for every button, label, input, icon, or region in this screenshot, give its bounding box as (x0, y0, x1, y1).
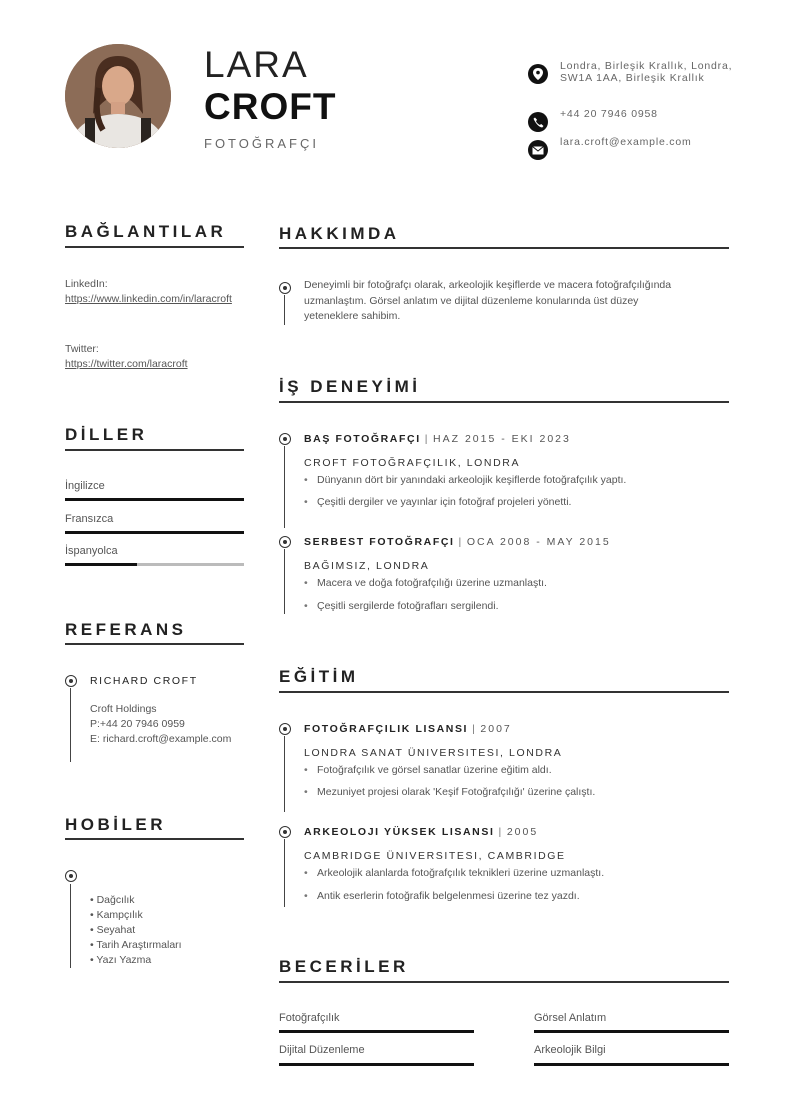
reference-phone: P:+44 20 7946 0959 (90, 718, 185, 730)
degree-name: ARKEOLOJI YÜKSEK LISANSI (304, 826, 495, 838)
education-entry-title (304, 723, 512, 735)
job-role: BAŞ FOTOĞRAFÇI (304, 433, 421, 445)
language-level-bar (65, 531, 244, 534)
reference-divider (65, 643, 244, 645)
job-bullet: • Çeşitli sergilerde fotoğrafları sergilendi. (317, 600, 499, 612)
about-text: Deneyimli bir fotoğrafçı olarak, arkeolojik keşiflerde ve macera fotoğrafçılığında uzmanlaştım. Görsel anlatım ve dijital düzenleme konularında üst düzey yeteneklere sahibim. (304, 279, 672, 322)
contact-email (528, 136, 748, 160)
skills-divider (279, 981, 729, 983)
timeline-dot (65, 675, 77, 687)
phone-text[interactable]: +44 20 7946 0958 (560, 108, 658, 120)
contact-phone (528, 108, 748, 132)
job-date: OCA 2008 - MAY 2015 (466, 536, 611, 548)
education-heading: EĞİTİM (279, 667, 359, 686)
last-name: CROFT (204, 86, 337, 127)
address-text: Londra, Birleşik Krallık, Londra, SW1A 1AA, Birleşik Krallık (560, 60, 733, 84)
job-bullet: • Macera ve doğa fotoğrafçılığı üzerine uzmanlaştı. (317, 577, 547, 589)
job-title: FOTOĞRAFÇI (204, 136, 319, 151)
job-role: SERBEST FOTOĞRAFÇI (304, 536, 455, 548)
reference-company: Croft Holdings (90, 703, 157, 715)
avatar (65, 44, 171, 148)
hobby-item: • Yazı Yazma (90, 954, 152, 966)
skill-name: Görsel Anlatım (534, 1012, 607, 1024)
timeline-line (70, 884, 71, 968)
language-level-bar (65, 563, 244, 566)
timeline-dot (279, 282, 291, 294)
hobby-item: • Kampçılık (90, 909, 143, 921)
separator: | (424, 433, 430, 445)
timeline-line (70, 688, 71, 762)
contact-address (528, 60, 748, 84)
language-name: İspanyolca (65, 545, 118, 557)
separator: | (472, 723, 477, 735)
timeline-line (284, 839, 285, 907)
education-year: 2007 (480, 723, 512, 735)
timeline-line (284, 549, 285, 614)
language-name: İngilizce (65, 480, 105, 492)
reference-name: RICHARD CROFT (90, 675, 198, 687)
timeline-line (284, 295, 285, 325)
job-entry-title (304, 536, 611, 548)
skill-bar (279, 1030, 474, 1033)
job-organization: BAĞIMSIZ, LONDRA (304, 560, 430, 572)
timeline-dot (279, 433, 291, 445)
degree-name: FOTOĞRAFÇILIK LISANSI (304, 723, 469, 735)
timeline-dot (279, 826, 291, 838)
languages-heading: DİLLER (65, 425, 148, 444)
first-name: LARA (204, 44, 309, 85)
job-bullet: • Dünyanın dört bir yanındaki arkeolojik keşiflerde fotoğrafçılık yaptı. (317, 474, 626, 486)
job-entry-title (304, 433, 571, 445)
reference-heading: REFERANS (65, 620, 187, 639)
education-bullet: • Fotoğrafçılık ve görsel sanatlar üzerine eğitim aldı. (317, 764, 552, 776)
hobbies-heading: HOBİLER (65, 815, 166, 834)
about-heading: HAKKIMDA (279, 224, 400, 243)
experience-heading: İŞ DENEYİMİ (279, 377, 421, 396)
phone-icon (528, 112, 548, 132)
skill-name: Fotoğrafçılık (279, 1012, 340, 1024)
timeline-line (284, 446, 285, 528)
timeline-dot (65, 870, 77, 882)
skills-heading: BECERİLER (279, 957, 409, 976)
education-divider (279, 691, 729, 693)
twitter-label: Twitter: (65, 343, 99, 355)
hobbies-divider (65, 838, 244, 840)
skill-bar (534, 1030, 729, 1033)
languages-divider (65, 449, 244, 451)
job-organization: CROFT FOTOĞRAFÇILIK, LONDRA (304, 457, 521, 469)
about-divider (279, 247, 729, 249)
separator: | (458, 536, 463, 548)
skill-name: Dijital Düzenleme (279, 1044, 365, 1056)
links-heading: BAĞLANTILAR (65, 222, 227, 241)
hobby-item: • Tarih Araştırmaları (90, 939, 182, 951)
linkedin-label: LinkedIn: (65, 278, 108, 290)
education-bullet: • Mezuniyet projesi olarak 'Keşif Fotoğrafçılığı' üzerine çalıştı. (317, 786, 595, 798)
language-name: Fransızca (65, 513, 114, 525)
job-date: HAZ 2015 - EKI 2023 (433, 433, 571, 445)
reference-email: E: richard.croft@example.com (90, 733, 232, 745)
links-divider (65, 246, 244, 248)
job-bullet: • Çeşitli dergiler ve yayınlar için fotoğraf projeleri yönetti. (317, 496, 571, 508)
location-pin-icon (528, 64, 548, 84)
twitter-link[interactable]: https://twitter.com/laracroft (65, 358, 188, 370)
school-name: CAMBRIDGE ÜNIVERSITESI, CAMBRIDGE (304, 850, 566, 862)
portrait-image (65, 44, 171, 148)
education-bullet: • Antik eserlerin fotoğrafik belgelenmesi üzerine tez yazdı. (317, 890, 580, 902)
skill-name: Arkeolojik Bilgi (534, 1044, 606, 1056)
hobby-item: • Dağcılık (90, 894, 135, 906)
email-text[interactable]: lara.croft@example.com (560, 136, 692, 148)
skill-bar (279, 1063, 474, 1066)
education-entry-title (304, 826, 538, 838)
skill-bar (534, 1063, 729, 1066)
hobby-item: • Seyahat (90, 924, 136, 936)
linkedin-link[interactable]: https://www.linkedin.com/in/laracroft (65, 293, 232, 305)
experience-divider (279, 401, 729, 403)
education-bullet: • Arkeolojik alanlarda fotoğrafçılık teknikleri üzerine uzmanlaştı. (317, 867, 604, 879)
timeline-dot (279, 723, 291, 735)
timeline-dot (279, 536, 291, 548)
envelope-icon (528, 140, 548, 160)
separator: | (498, 826, 503, 838)
education-year: 2005 (506, 826, 539, 838)
school-name: LONDRA SANAT ÜNIVERSITESI, LONDRA (304, 747, 563, 759)
language-level-bar (65, 498, 244, 501)
timeline-line (284, 736, 285, 812)
